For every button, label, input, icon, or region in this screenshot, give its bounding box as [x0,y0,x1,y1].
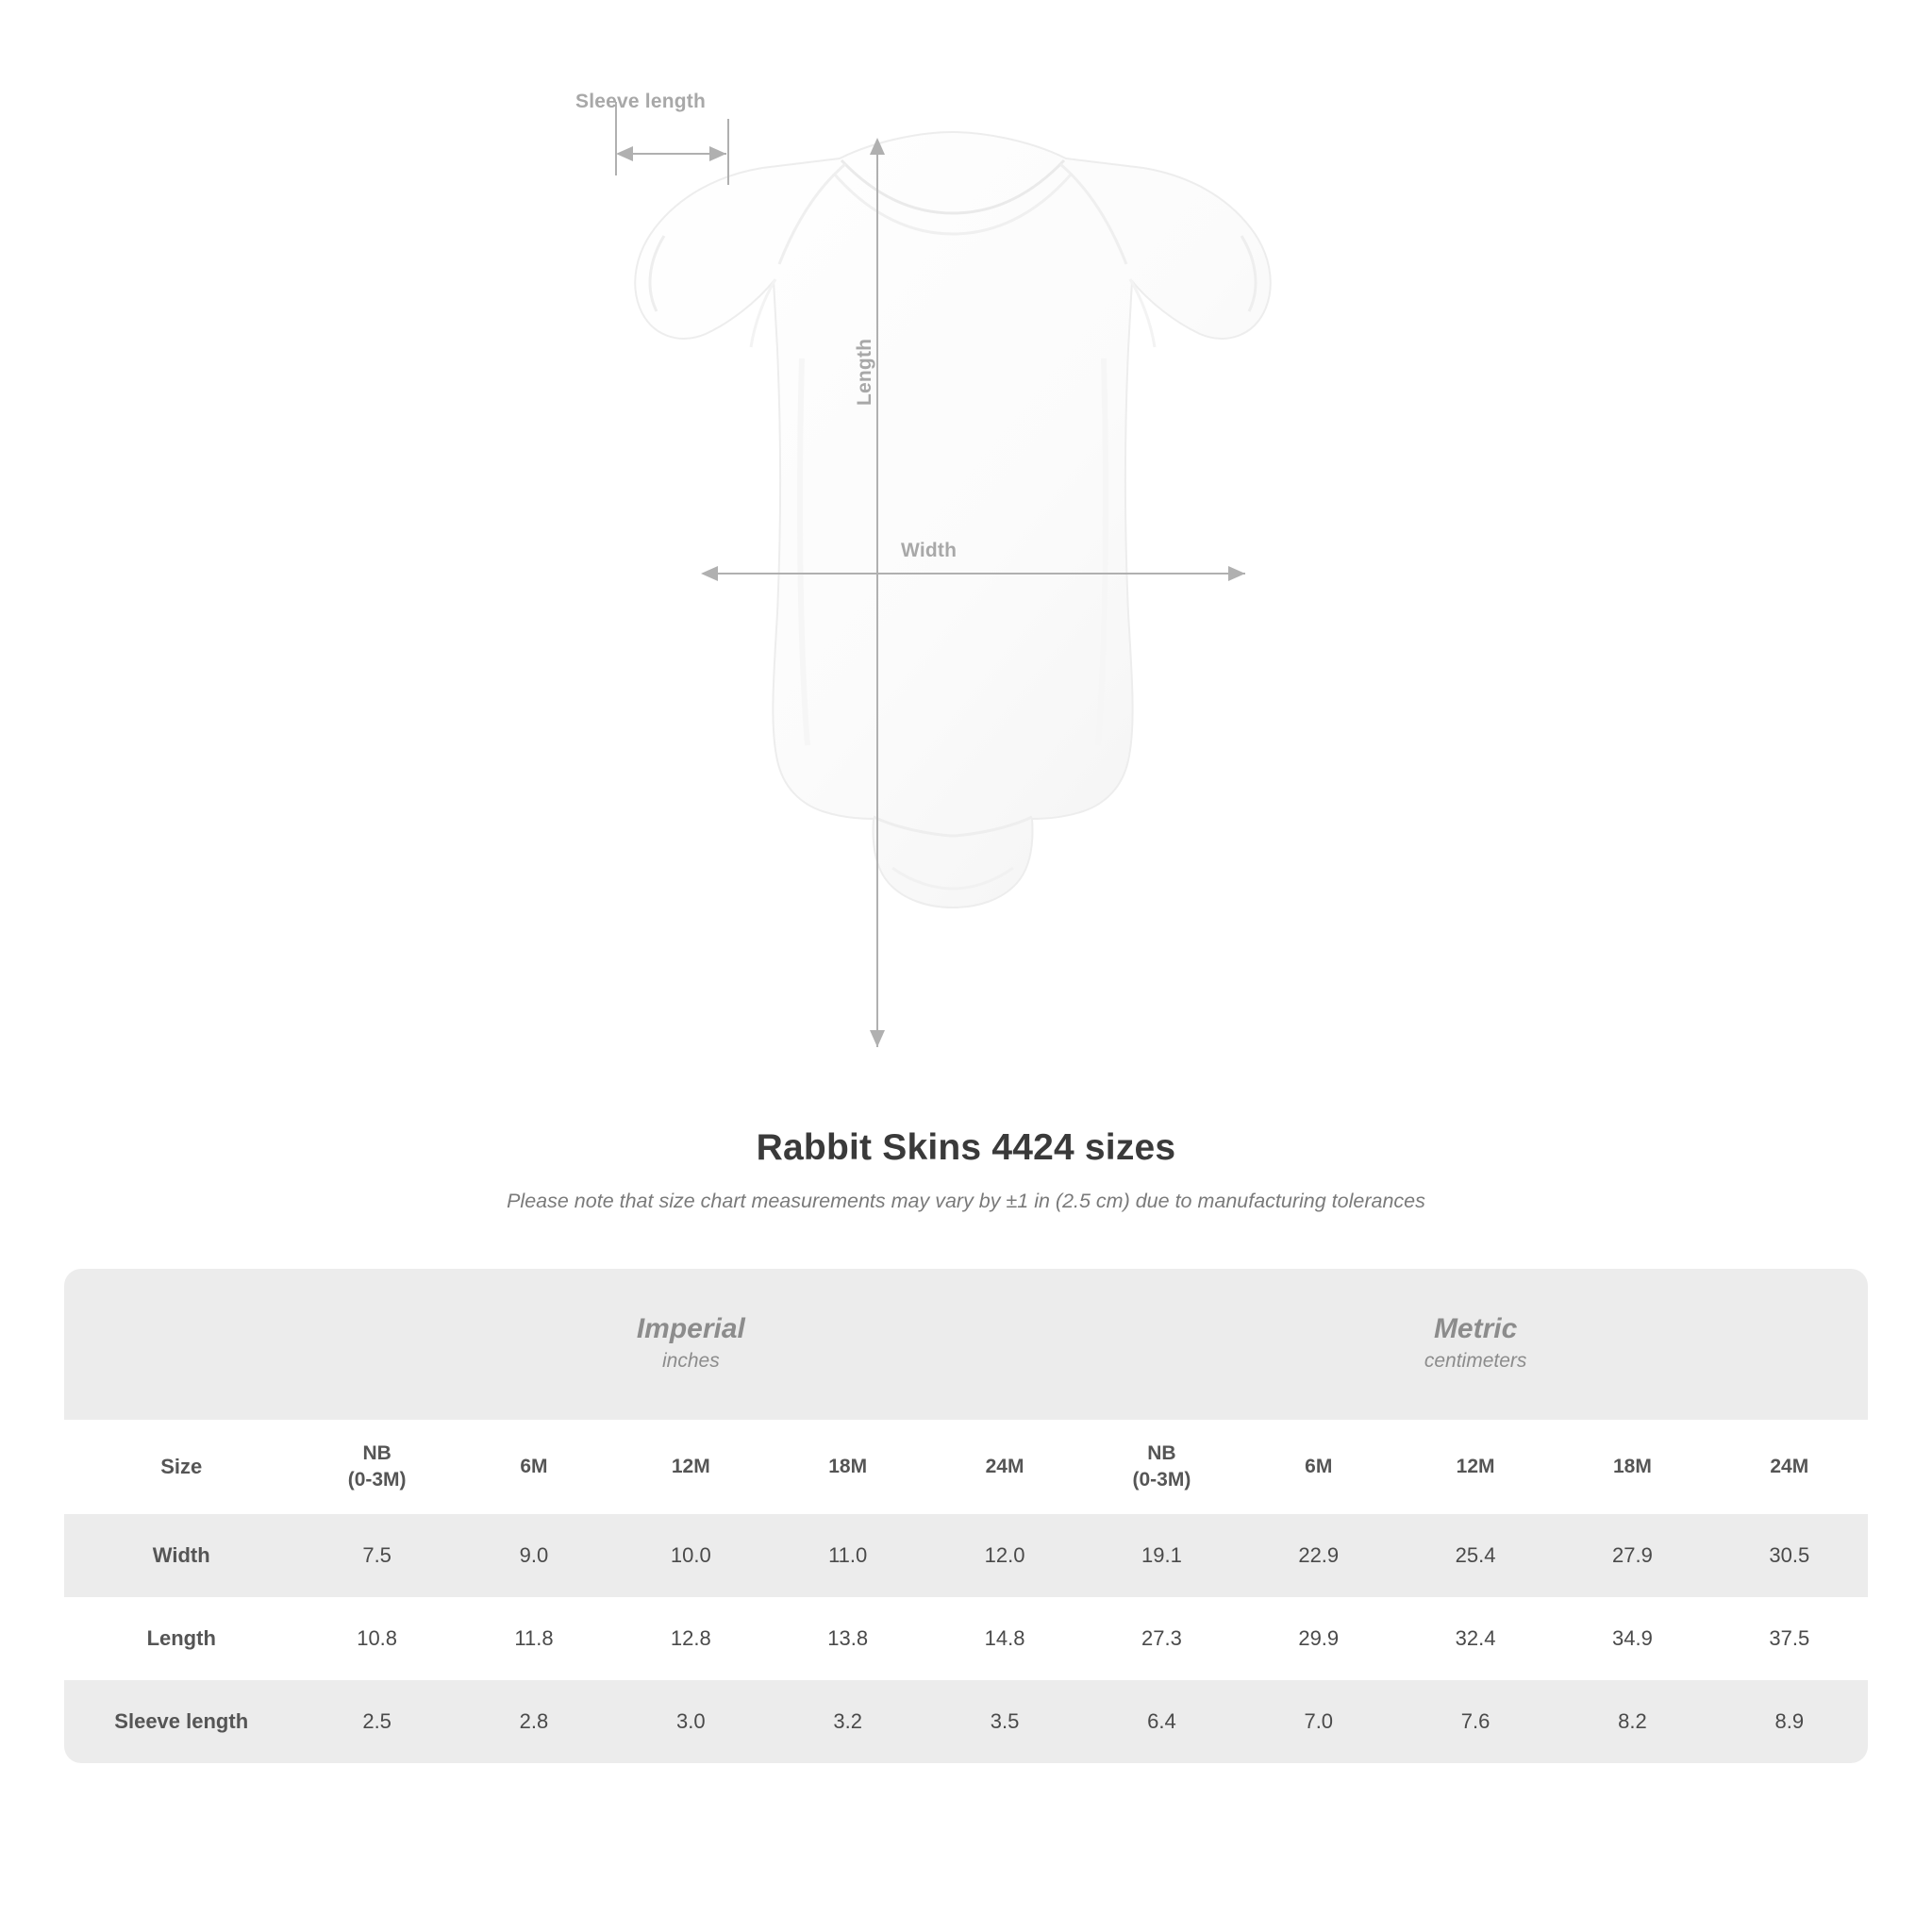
cell-length-8: 34.9 [1612,1626,1653,1650]
table-row [64,1514,1868,1597]
cell-width-4: 12.0 [984,1543,1025,1567]
unit-band-row [64,1269,1868,1420]
header-col-5-line2: (0-3M) [1132,1469,1191,1491]
cell-width-6: 22.9 [1298,1543,1340,1567]
header-col-1-line1: 6M [520,1455,548,1477]
header-col-6 [1241,1420,1397,1514]
header-col-3-line1: 18M [828,1455,868,1477]
label-width: Width [901,540,958,561]
cell-width-8: 27.9 [1612,1543,1653,1567]
cell-width-5: 19.1 [1141,1543,1182,1567]
cell-sleeve-8: 8.2 [1618,1709,1647,1733]
column-header-row [64,1420,1868,1514]
header-col-9-line1: 24M [1770,1455,1809,1477]
cell-sleeve-5: 6.4 [1147,1709,1176,1733]
header-col-3 [769,1420,925,1514]
unit-imperial [298,1269,1083,1420]
header-col-7-line1: 12M [1456,1455,1495,1477]
cell-sleeve-1: 2.8 [519,1709,549,1733]
cell-length-6: 29.9 [1298,1626,1340,1650]
row-label-width: Width [152,1543,210,1567]
cell-width-0: 7.5 [362,1543,391,1567]
header-col-1 [456,1420,612,1514]
header-col-2 [612,1420,769,1514]
header-col-0-line1: NB [362,1441,391,1464]
unit-imperial-name: Imperial [636,1313,745,1344]
row-label-length: Length [146,1626,216,1650]
header-col-0 [298,1420,455,1514]
header-col-8-line1: 18M [1613,1455,1652,1477]
unit-imperial-sub: inches [661,1349,720,1372]
cell-length-1: 11.8 [514,1626,554,1650]
header-size: Size [160,1455,203,1478]
cell-length-9: 37.5 [1769,1626,1810,1650]
cell-sleeve-3: 3.2 [833,1709,862,1733]
cell-sleeve-2: 3.0 [676,1709,706,1733]
unit-metric-sub: centimeters [1424,1349,1527,1372]
header-col-5 [1083,1420,1240,1514]
label-length: Length [854,338,875,406]
title-block [0,1127,1932,1213]
size-table-wrapper [64,1269,1868,1763]
unit-band-spacer [64,1269,298,1420]
cell-width-1: 9.0 [519,1543,549,1567]
cell-width-9: 30.5 [1769,1543,1810,1567]
cell-sleeve-6: 7.0 [1304,1709,1334,1733]
cell-length-4: 14.8 [984,1626,1025,1650]
header-col-5-line1: NB [1147,1441,1176,1464]
page-title: Rabbit Skins 4424 sizes [756,1127,1176,1168]
cell-width-3: 11.0 [828,1543,868,1567]
cell-width-2: 10.0 [670,1543,711,1567]
header-col-8 [1554,1420,1710,1514]
row-label-sleeve-length: Sleeve length [114,1709,249,1733]
unit-metric [1083,1269,1868,1420]
cell-sleeve-7: 7.6 [1460,1709,1491,1733]
header-col-4-line1: 24M [985,1455,1024,1477]
header-col-2-line1: 12M [671,1455,710,1477]
header-col-4 [926,1420,1083,1514]
cell-sleeve-9: 8.9 [1774,1709,1805,1733]
size-table [64,1269,1868,1763]
label-sleeve-length: Sleeve length [575,91,706,112]
cell-length-5: 27.3 [1141,1626,1182,1650]
cell-length-0: 10.8 [357,1626,398,1650]
cell-length-2: 12.8 [670,1626,711,1650]
cell-sleeve-4: 3.5 [990,1709,1020,1733]
cell-length-7: 32.4 [1455,1626,1496,1650]
table-row [64,1597,1868,1680]
cell-width-7: 25.4 [1455,1543,1496,1567]
cell-sleeve-0: 2.5 [362,1709,391,1733]
cell-length-3: 13.8 [827,1626,869,1650]
table-row [64,1680,1868,1763]
header-col-6-line1: 6M [1305,1455,1333,1477]
header-col-0-line2: (0-3M) [347,1469,407,1491]
header-col-9 [1711,1420,1868,1514]
header-col-7 [1397,1420,1554,1514]
unit-metric-name: Metric [1433,1313,1518,1344]
tolerance-note: Please note that size chart measurements may vary by ±1 in (2.5 cm) due to manufacturing tolerances [507,1190,1425,1212]
